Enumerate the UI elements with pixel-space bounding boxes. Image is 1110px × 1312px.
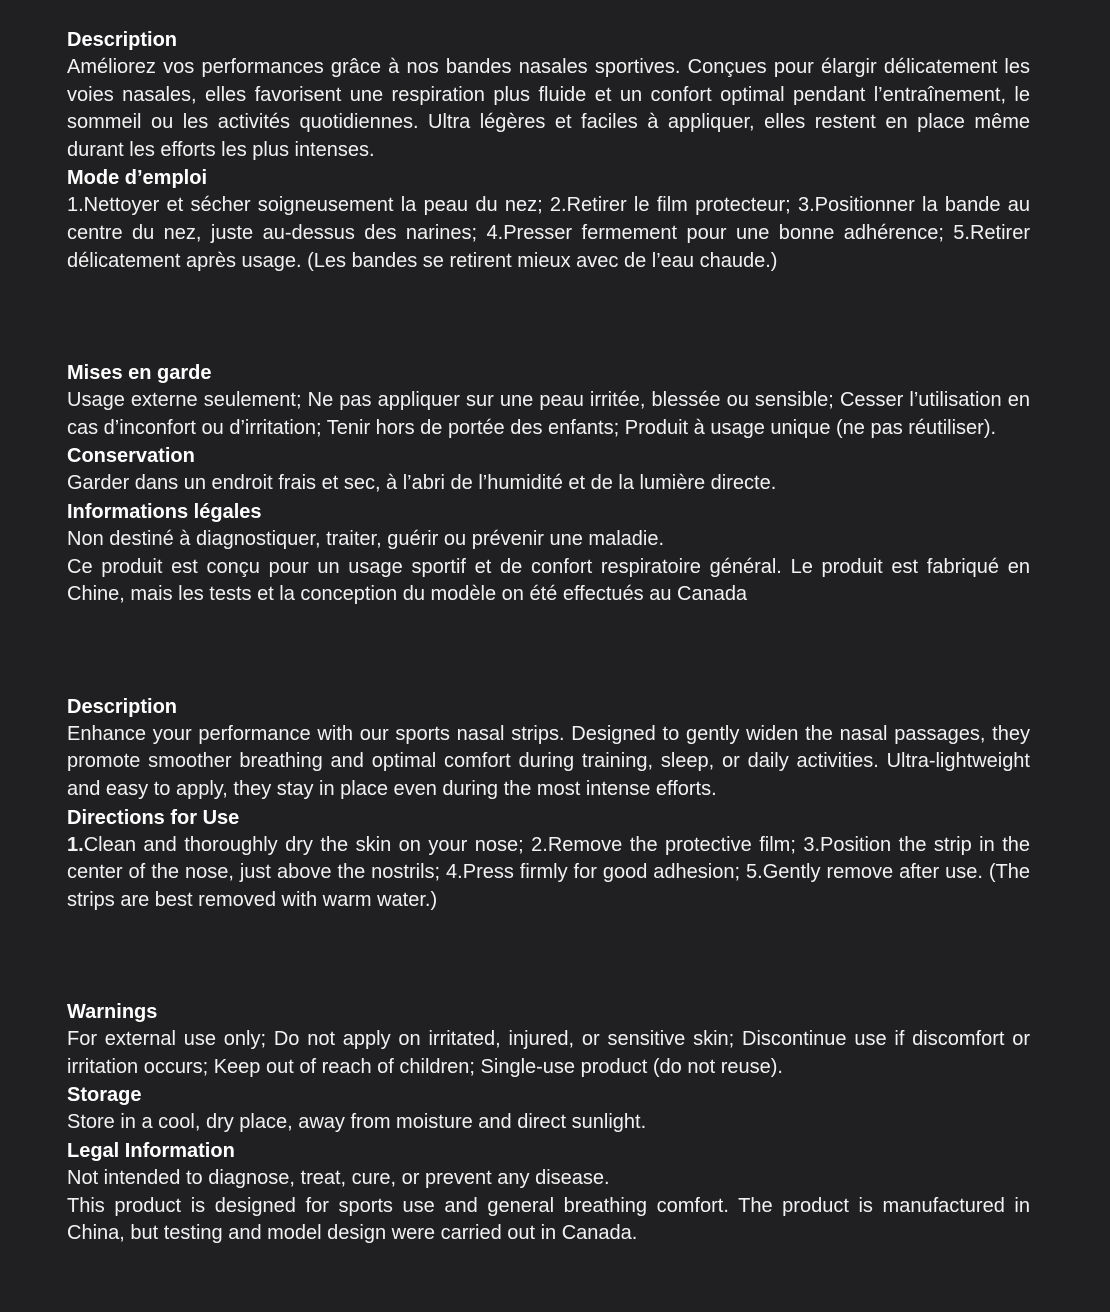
- product-info-document: [67, 0, 1030, 1248]
- fr-mode-emploi-heading: Mode d’emploi: [67, 167, 207, 190]
- en-warnings-section: [67, 998, 1030, 1248]
- fr-legal-text-2: Ce produit est conçu pour un usage sportif et de confort respiratoire général. Le produit est fabriqué en Chine, mais les tests et la conception du modèle on été effectués au Canada: [67, 555, 1030, 606]
- fr-description-text: Améliorez vos performances grâce à nos bandes nasales sportives. Conçues pour élargir délicatement les voies nasales, elles favorisent une respiration plus fluide et un confort optimal pendant l’entraînement, le sommeil ou les activités quotidiennes. Ultra légères et faciles à appliquer, elles restent en place même durant les efforts les plus intenses.: [67, 56, 1030, 161]
- en-description-heading: Description: [67, 695, 178, 718]
- fr-mises-en-garde-text: Usage externe seulement; Ne pas appliquer sur une peau irritée, blessée ou sensible; Cesser l’utilisation en cas d’inconfort ou d’irritation; Tenir hors de portée des enfants; Produit à usage unique (ne pas réutiliser).: [67, 389, 1030, 439]
- en-description-section: [67, 693, 1030, 915]
- en-description-text: Enhance your performance with our sports nasal strips. Designed to gently widen the nasal passages, they promote smoother breathing and optimal comfort during training, sleep, or daily activities. Ultra-lightweight and easy to apply, they stay in place even during the most intense efforts.: [67, 722, 1030, 800]
- en-legal-text-2: This product is designed for sports use and general breathing comfort. The product is manufactured in China, but testing and model design were carried out in Canada.: [67, 1194, 1030, 1245]
- en-legal-text-1: Not intended to diagnose, treat, cure, or prevent any disease.: [67, 1167, 610, 1190]
- fr-mises-en-garde-heading: Mises en garde: [67, 362, 212, 385]
- fr-conservation-text: Garder dans un endroit frais et sec, à l’abri de l’humidité et de la lumière directe.: [67, 472, 777, 495]
- fr-informations-legales-heading: Informations légales: [67, 500, 262, 523]
- fr-description-section: [67, 26, 1030, 275]
- en-directions-paragraph: [67, 832, 1030, 915]
- en-warnings-heading: Warnings: [67, 1001, 158, 1024]
- en-storage-heading: Storage: [67, 1084, 142, 1107]
- en-directions-heading: Directions for Use: [67, 806, 240, 829]
- fr-mode-emploi-text: 1.Nettoyer et sécher soigneusement la peau du nez; 2.Retirer le film protecteur; 3.Positionner la bande au centre du nez, juste au-dessus des narines; 4.Presser fermement pour une bonne adhérence; 5.Retirer délicatement après usage. (Les bandes se retirent mieux avec de l’eau chaude.): [67, 194, 1030, 272]
- fr-description-heading: Description: [67, 29, 178, 51]
- fr-warnings-section: [67, 359, 1030, 609]
- en-legal-heading: Legal Information: [67, 1140, 235, 1163]
- en-directions-step-1-number: 1.: [67, 833, 84, 856]
- fr-conservation-heading: Conservation: [67, 445, 195, 468]
- en-storage-text: Store in a cool, dry place, away from moisture and direct sunlight.: [67, 1111, 647, 1134]
- en-directions-text: Clean and thoroughly dry the skin on your nose; 2.Remove the protective film; 3.Position the strip in the center of the nose, just above the nostrils; 4.Press firmly for good adhesion; 5.Gently remove after use. (The strips are best removed with warm water.): [67, 833, 1030, 911]
- fr-legal-text-1: Non destiné à diagnostiquer, traiter, guérir ou prévenir une maladie.: [67, 527, 665, 550]
- en-warnings-text: For external use only; Do not apply on irritated, injured, or sensitive skin; Discontinue use if discomfort or irritation occurs; Keep out of reach of children; Single-use product (do not reuse).: [67, 1028, 1030, 1078]
